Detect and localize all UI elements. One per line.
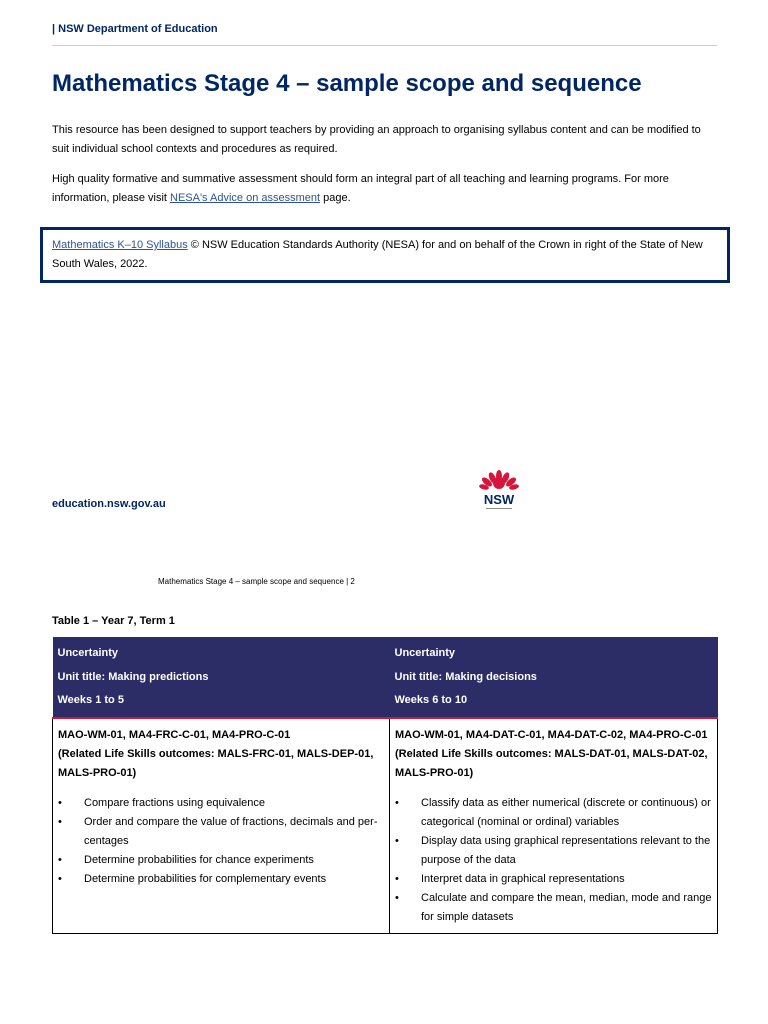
life-skills-outcomes: (Related Life Skills outcomes: MALS-DAT-01, MALS-DAT-02, MALS-PRO-01) xyxy=(395,747,708,779)
table-row xyxy=(53,718,718,934)
table-cell xyxy=(53,718,390,934)
page-footer: Mathematics Stage 4 – sample scope and sequence | 2 xyxy=(158,577,355,586)
list-item: • Order and compare the value of fractions, decimals and per-centages xyxy=(58,813,384,851)
waratah-icon xyxy=(474,468,524,512)
column-header xyxy=(390,637,718,718)
site-url: education.nsw.gov.au xyxy=(52,498,166,510)
list-item: • Determine probabilities for chance experiments xyxy=(58,851,384,870)
list-item: • Classify data as either numerical (discrete or continuous) or categorical (nominal or ordinal) variables xyxy=(395,794,712,832)
unit-title: Unit title: Making predictions xyxy=(57,670,209,683)
nesa-advice-link[interactable]: NESA's Advice on assessment xyxy=(170,192,321,204)
strand-label: Uncertainty xyxy=(57,647,119,659)
life-skills-outcomes: (Related Life Skills outcomes: MALS-FRC-01, MALS-DEP-01, MALS-PRO-01) xyxy=(58,747,374,779)
table-header-row xyxy=(53,637,718,718)
content-list xyxy=(58,794,384,889)
list-item: • Display data using graphical representations relevant to the purpose of the data xyxy=(395,832,712,870)
column-header xyxy=(53,637,390,718)
table-cell xyxy=(390,718,718,934)
table-caption: Table 1 – Year 7, Term 1 xyxy=(52,615,175,627)
unit-title: Unit title: Making decisions xyxy=(394,670,537,683)
outcome-codes: MAO-WM-01, MA4-FRC-C-01, MA4-PRO-C-01 xyxy=(58,728,291,741)
list-item: • Calculate and compare the mean, median, mode and range for simple datasets xyxy=(395,889,712,927)
syllabus-link[interactable]: Mathematics K–10 Syllabus xyxy=(52,239,188,251)
list-item: • Compare fractions using equivalence xyxy=(58,794,384,813)
scope-sequence-table xyxy=(52,637,718,934)
assessment-text-end: page. xyxy=(320,192,351,204)
header-divider xyxy=(52,45,717,46)
assessment-text: High quality formative and summative assessment should form an integral part of all teaching and learning programs. For more information, please visit xyxy=(52,173,669,204)
outcome-codes: MAO-WM-01, MA4-DAT-C-01, MA4-DAT-C-02, MA4-PRO-C-01 xyxy=(395,728,708,741)
list-item: • Interpret data in graphical representations xyxy=(395,870,712,889)
outcomes-block xyxy=(395,726,712,783)
assessment-paragraph xyxy=(52,170,717,208)
content-list xyxy=(395,794,712,927)
copyright-text: © NSW Education Standards Authority (NESA) for and on behalf of the Crown in right of the State of New South Wales, 2022. xyxy=(52,239,703,270)
intro-paragraph: This resource has been designed to support teachers by providing an approach to organising syllabus content and can be modified to suit individual school contexts and procedures as required. xyxy=(52,124,701,155)
nsw-wordmark: NSW xyxy=(483,492,515,507)
outcomes-block xyxy=(58,726,384,783)
department-header: | NSW Department of Education xyxy=(52,23,218,35)
weeks-label: Weeks 1 to 5 xyxy=(57,694,124,706)
strand-label: Uncertainty xyxy=(394,647,456,659)
nsw-government-logo xyxy=(474,468,524,512)
page-title: Mathematics Stage 4 – sample scope and sequence xyxy=(52,70,642,97)
list-item: • Determine probabilities for complementary events xyxy=(58,870,384,889)
weeks-label: Weeks 6 to 10 xyxy=(394,694,468,706)
copyright-notice xyxy=(40,227,730,283)
